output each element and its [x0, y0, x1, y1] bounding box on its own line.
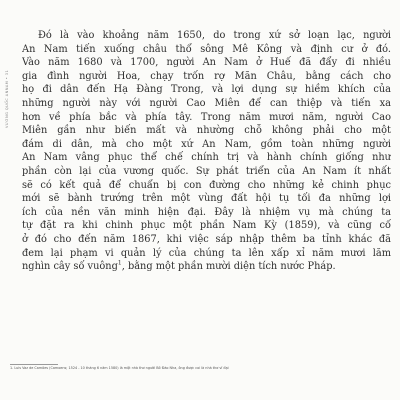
paragraph-line: Miên gần như biến mất và nhường chỗ không phải cho một [22, 125, 391, 137]
paragraph-line: hơn về phía bắc và phía tây. Trong năm mươi năm, người Cao [22, 111, 391, 123]
paragraph-line: Đó là vào khoảng năm 1650, do trong xứ sở loạn lạc, người [38, 30, 391, 41]
footnote-reference[interactable]: 1 [117, 260, 122, 267]
paragraph-last-line [22, 260, 391, 274]
paragraph-line-text: nghìn cây số vuông [22, 261, 118, 273]
paragraph-line: Vào năm 1680 và 1700, người An Nam ở Huế đã đẩy đi nhiều [22, 57, 391, 69]
paragraph-line: gia đình người Hoa, chạy trốn rợ Mãn Châu, bằng cách cho [22, 70, 391, 82]
paragraph-line: ích của nền văn minh hiện đại. Đây là nhiệm vụ mà chúng ta [22, 206, 391, 218]
paragraph-line: An Nam tiến xuống châu thổ sông Mê Kông và định cư ở đó. [22, 43, 391, 55]
paragraph-line-tail: , bằng một phần mười diện tích nước Pháp. [121, 261, 336, 273]
running-head: VƯƠNG QUỐC ANNAM • 31 [5, 69, 9, 128]
paragraph-line: họ đi dân đến Hạ Đàng Trong, và lợi dụng sự hiềm khích của [22, 84, 391, 96]
main-paragraph [22, 29, 391, 274]
paragraph-line: đem lại phạm vi quản lý của chúng ta lên xấp xỉ năm mươi lăm [22, 247, 391, 259]
footnote-text: 1. Luis Vaz de Camões (Camoens; 1524 - 10 tháng 6 năm 1580) là một nhà thơ người Bồ Đào Nha, ông được coi là nhà thơ vĩ đại [10, 366, 229, 370]
paragraph-line: mới sẽ bành trướng trên một vùng đất hội tụ tối đa những lợi [22, 193, 391, 205]
paragraph-line: sẽ có kết quả để chuẩn bị con đường cho những kẻ chinh phục [22, 179, 391, 191]
paragraph-line: An Nam vâng phục thể chế chính trị và hành chính giống như [22, 152, 391, 164]
paragraph-line: ở đó cho đến năm 1867, khi việc sáp nhập thêm ba tỉnh khác đã [22, 233, 391, 245]
paragraph-line: tự đặt ra khi chinh phục một phần Nam Kỳ (1859), và cũng cố [22, 220, 391, 232]
paragraph-line: đám di dân, mà cho một xứ An Nam, gồm toàn những người [22, 138, 391, 150]
paragraph-line: những người này với người Cao Miên để can thiệp và tiến xa [22, 97, 391, 109]
footnote-divider [10, 364, 58, 365]
paragraph-line: phần còn lại của vương quốc. Sự phát triển của An Nam ít nhất [22, 165, 391, 177]
